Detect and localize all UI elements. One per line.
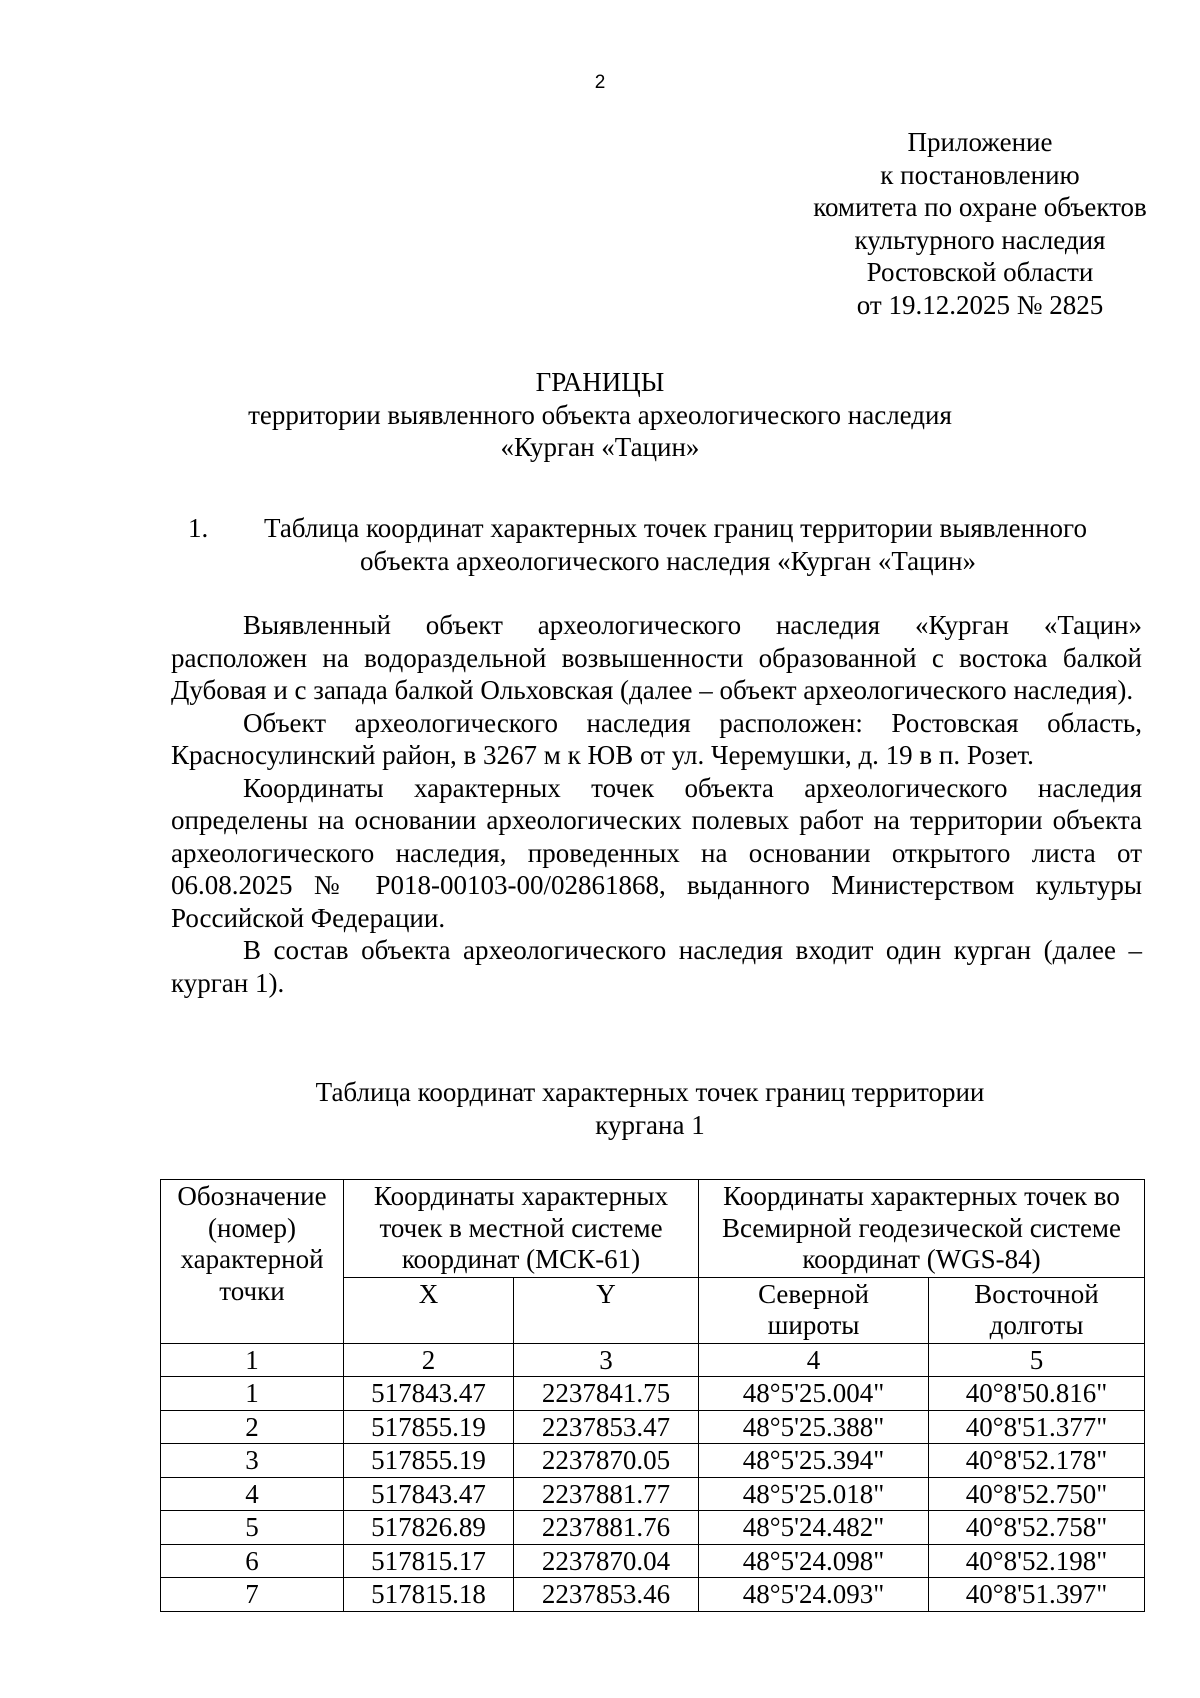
coordinates-table: [160, 1179, 1145, 1612]
page-number: 2: [594, 72, 606, 93]
cell-latitude: 48°5'25.388": [699, 1410, 929, 1444]
header-text: характерной: [180, 1244, 324, 1274]
header-msk-coordinates: [344, 1180, 699, 1278]
cell-longitude: 40°8'51.397": [929, 1578, 1145, 1612]
paragraph: Объект археологического наследия расположен: Ростовская область, Красносулинский район, в 3267 м к ЮВ от ул. Черемушки, д. 19 в п. Розет.: [171, 707, 1142, 770]
cell-point: 1: [161, 1377, 344, 1411]
cell-x: 517815.18: [344, 1578, 514, 1612]
cell-x: 517855.19: [344, 1444, 514, 1478]
header-text: координат (WGS-84): [802, 1244, 1041, 1274]
column-number: 2: [344, 1343, 514, 1377]
table-row: [161, 1511, 1145, 1545]
cell-point: 5: [161, 1511, 344, 1545]
header-x: X: [344, 1277, 514, 1343]
cell-x: 517815.17: [344, 1544, 514, 1578]
table-caption-line: кургана 1: [595, 1109, 705, 1140]
cell-y: 2237841.75: [514, 1377, 699, 1411]
header-latitude: [699, 1277, 929, 1343]
column-number: 4: [699, 1343, 929, 1377]
cell-longitude: 40°8'52.758": [929, 1511, 1145, 1545]
header-text: Восточной: [974, 1278, 1099, 1309]
header-text: долготы: [989, 1310, 1084, 1340]
header-wgs-coordinates: [699, 1180, 1145, 1278]
table-caption: [150, 1076, 1150, 1141]
cell-y: 2237881.76: [514, 1511, 699, 1545]
header-text: точки: [219, 1275, 285, 1306]
document-title: [0, 366, 1200, 464]
header-text: Всемирной геодезической системе: [721, 1212, 1121, 1243]
cell-x: 517855.19: [344, 1410, 514, 1444]
column-number: 1: [161, 1343, 344, 1377]
cell-longitude: 40°8'50.816": [929, 1377, 1145, 1411]
paragraph: Координаты характерных точек объекта археологического наследия определены на основании археологических полевых работ на территории объекта археологического наследия, проведенных на основании открытого листа от 06.08.2025 № Р018-00103-00/02861868, выданного Министерством культуры Российской Федерации.: [171, 772, 1142, 933]
appendix-line: Ростовской области: [866, 257, 1094, 287]
cell-point: 6: [161, 1544, 344, 1578]
appendix-date-number: от 19.12.2025 № 2825: [856, 289, 1104, 320]
header-text: Обозначение: [177, 1181, 327, 1211]
header-y: Y: [514, 1277, 699, 1343]
title-heading: ГРАНИЦЫ: [535, 367, 665, 397]
cell-latitude: 48°5'24.098": [699, 1544, 929, 1578]
cell-latitude: 48°5'25.394": [699, 1444, 929, 1478]
section-number: 1.: [188, 513, 209, 543]
cell-x: 517843.47: [344, 1477, 514, 1511]
appendix-line: комитета по охране объектов: [813, 192, 1147, 222]
cell-point: 2: [161, 1410, 344, 1444]
cell-longitude: 40°8'52.178": [929, 1444, 1145, 1478]
header-longitude: [929, 1277, 1145, 1343]
cell-latitude: 48°5'24.093": [699, 1578, 929, 1612]
cell-y: 2237881.77: [514, 1477, 699, 1511]
column-number: 5: [929, 1343, 1145, 1377]
body-text: [171, 609, 1142, 999]
paragraph: Выявленный объект археологического наследия «Курган «Тацин» расположен на водораздельной возвышенности образованной с востока балкой Дубовая и с запада балкой Ольховская (далее – объект археологического наследия).: [171, 610, 1142, 705]
cell-latitude: 48°5'25.018": [699, 1477, 929, 1511]
cell-x: 517826.89: [344, 1511, 514, 1545]
cell-longitude: 40°8'52.198": [929, 1544, 1145, 1578]
header-text: (номер): [208, 1212, 296, 1243]
table-row: [161, 1578, 1145, 1612]
header-text: точек в местной системе: [379, 1212, 663, 1243]
header-text: Северной: [758, 1278, 869, 1309]
cell-point: 7: [161, 1578, 344, 1612]
cell-latitude: 48°5'24.482": [699, 1511, 929, 1545]
cell-longitude: 40°8'52.750": [929, 1477, 1145, 1511]
section-heading-line: объекта археологического наследия «Курган «Тацин»: [360, 545, 976, 576]
appendix-block: [760, 126, 1200, 321]
cell-y: 2237870.05: [514, 1444, 699, 1478]
cell-x: 517843.47: [344, 1377, 514, 1411]
table-row: [161, 1377, 1145, 1411]
header-point-designation: [161, 1180, 344, 1344]
column-number: 3: [514, 1343, 699, 1377]
appendix-line: к постановлению: [880, 159, 1080, 190]
header-text: широты: [767, 1310, 860, 1340]
paragraph: В состав объекта археологического наследия входит один курган (далее – курган 1).: [171, 935, 1142, 998]
cell-latitude: 48°5'25.004": [699, 1377, 929, 1411]
header-text: координат (МСК-61): [401, 1244, 641, 1274]
appendix-line: культурного наследия: [854, 224, 1106, 255]
cell-y: 2237870.04: [514, 1544, 699, 1578]
table-row: [161, 1544, 1145, 1578]
cell-y: 2237853.47: [514, 1410, 699, 1444]
cell-longitude: 40°8'51.377": [929, 1410, 1145, 1444]
header-text: Координаты характерных точек во: [723, 1181, 1120, 1211]
column-number-row: [161, 1343, 1145, 1377]
table-row: [161, 1477, 1145, 1511]
header-text: Координаты характерных: [373, 1181, 669, 1211]
cell-y: 2237853.46: [514, 1578, 699, 1612]
cell-point: 3: [161, 1444, 344, 1478]
table-row: [161, 1410, 1145, 1444]
title-subtitle-line: «Курган «Тацин»: [500, 432, 700, 462]
cell-point: 4: [161, 1477, 344, 1511]
title-subtitle-line: территории выявленного объекта археологического наследия: [248, 399, 952, 430]
section-heading-line: Таблица координат характерных точек границ территории выявленного: [264, 513, 1087, 543]
appendix-line: Приложение: [907, 127, 1053, 157]
table-header-row: [161, 1180, 1145, 1278]
table-row: [161, 1444, 1145, 1478]
table-caption-line: Таблица координат характерных точек границ территории: [315, 1077, 985, 1107]
